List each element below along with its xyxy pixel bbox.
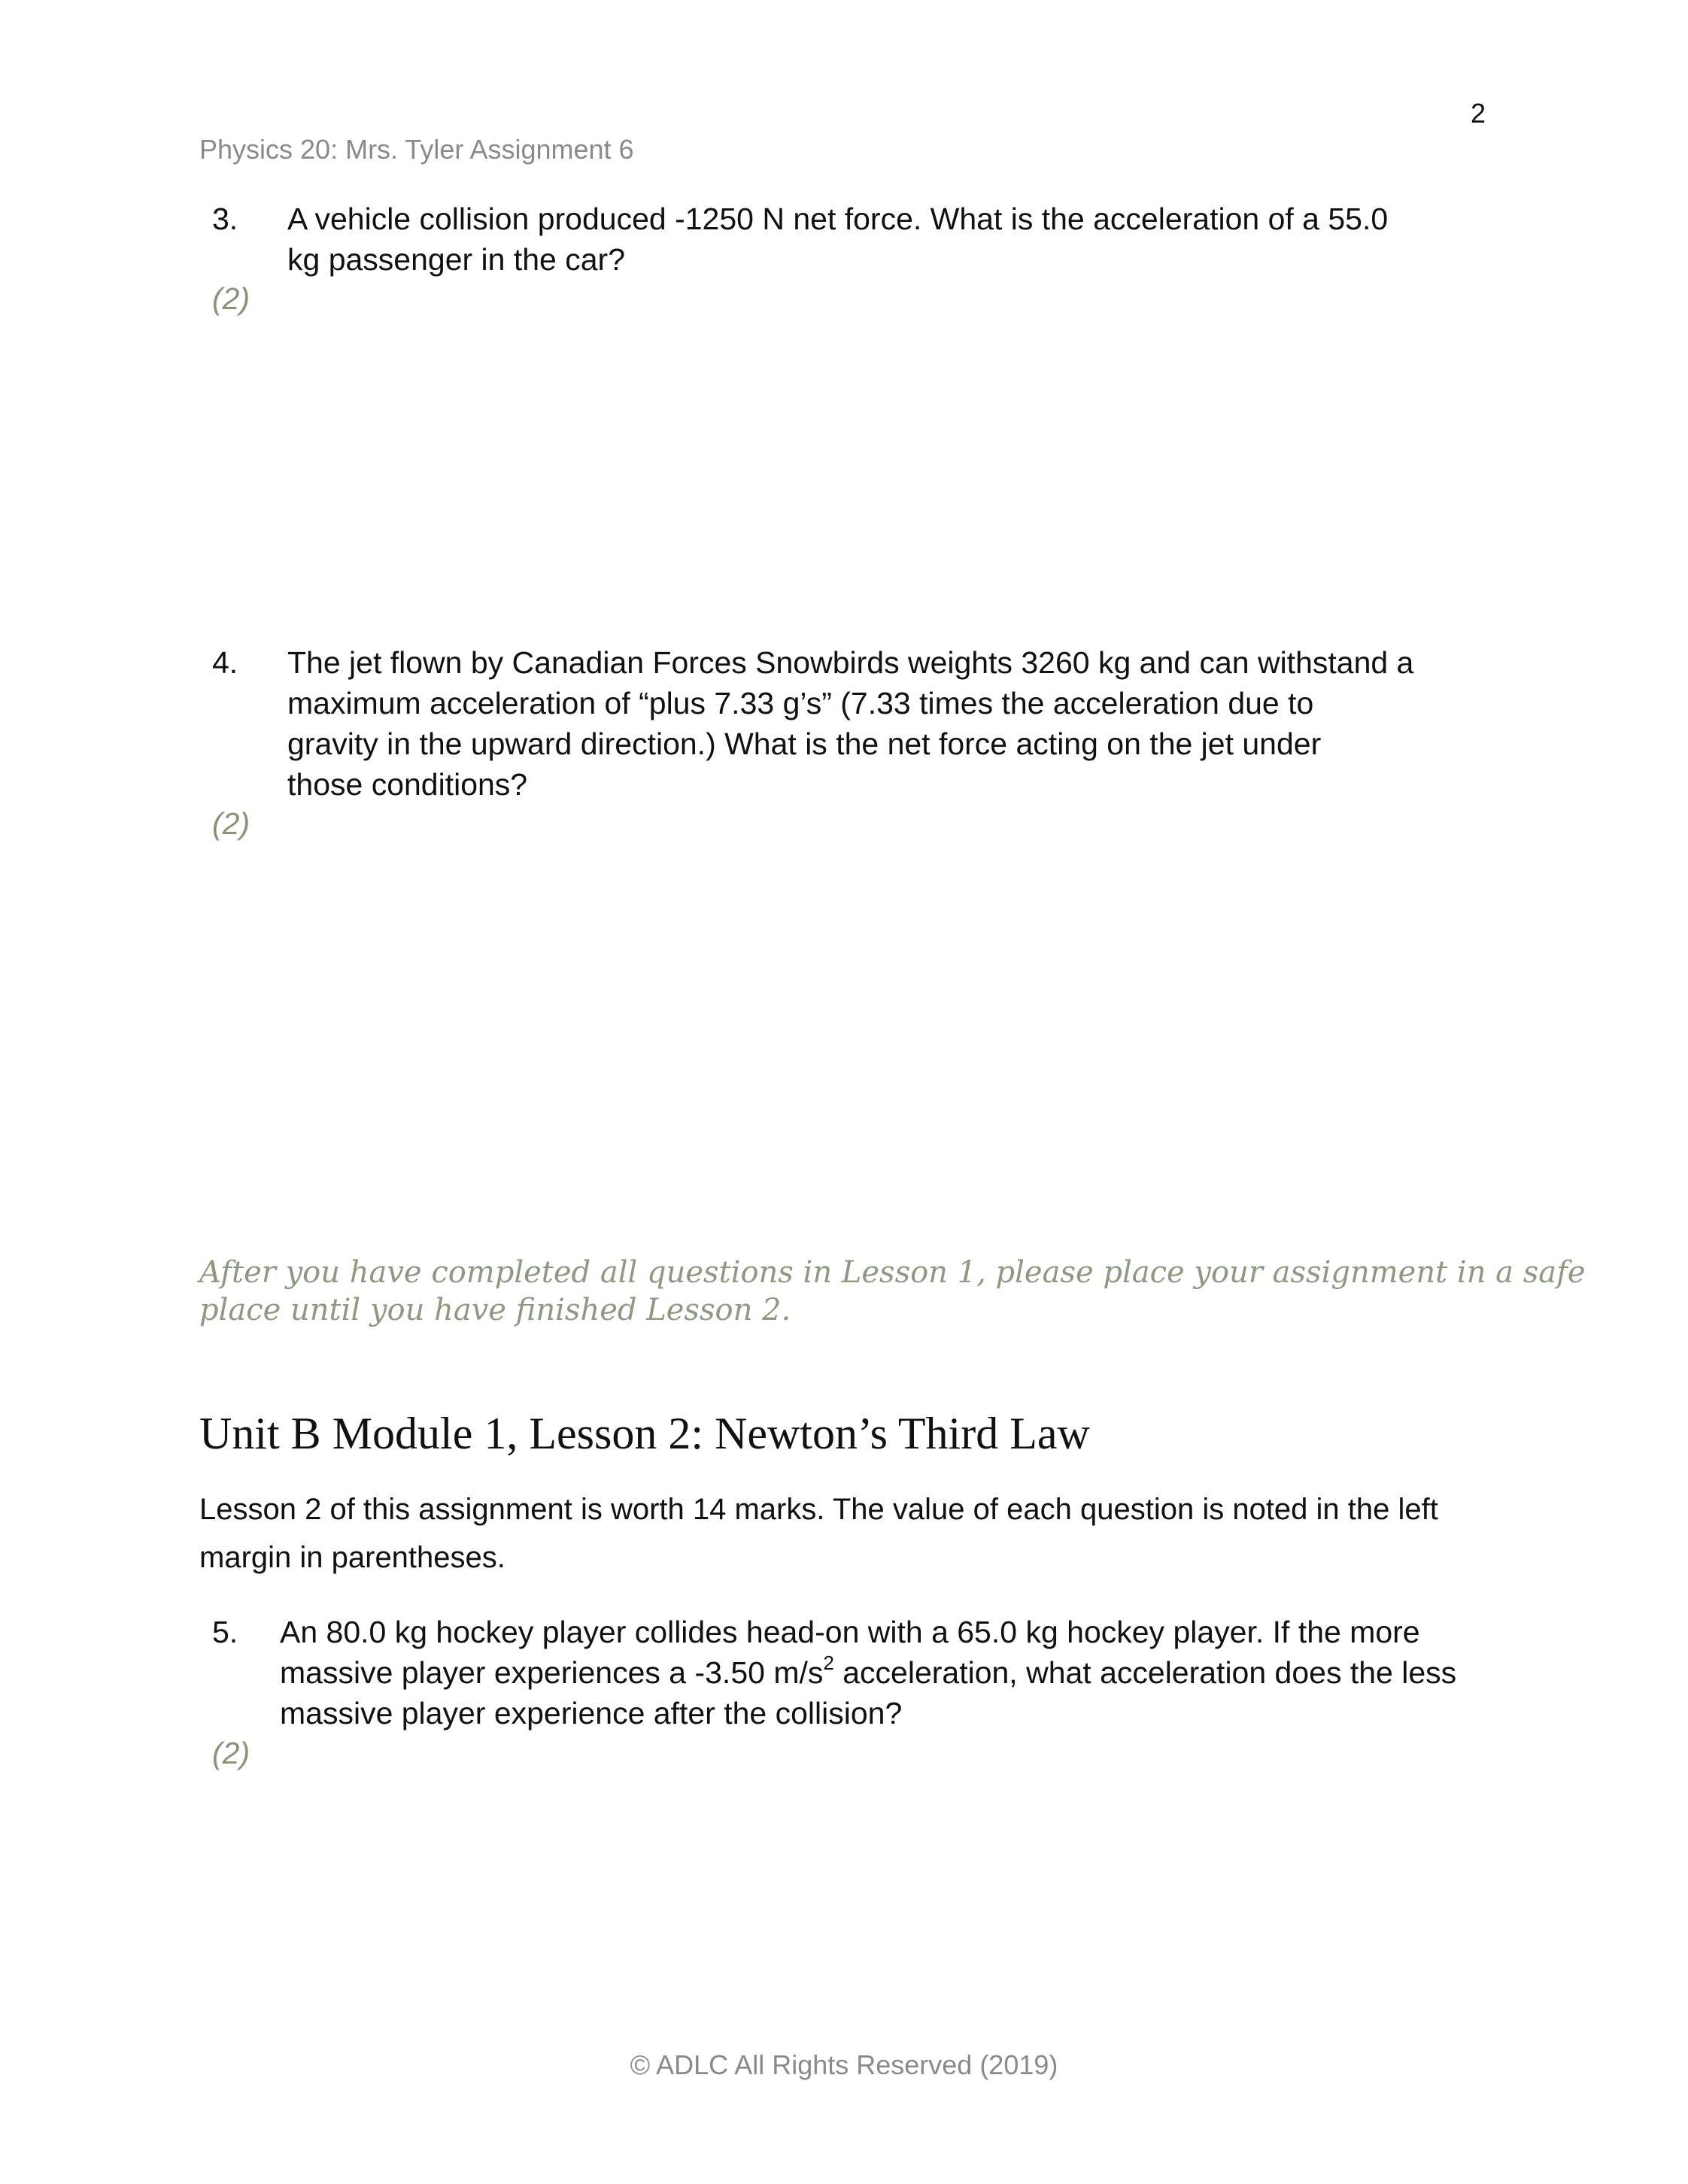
section-title: Unit B Module 1, Lesson 2: Newton’s Third Law: [199, 1409, 1090, 1458]
note-line-1: After you have completed all questions in Lesson 1, please place your assignment in a safe: [199, 1255, 1586, 1290]
question-5-number: 5.: [212, 1615, 238, 1649]
question-4-marks: (2): [212, 806, 250, 841]
intro-line-2: margin in parentheses.: [199, 1541, 505, 1574]
section-intro: [199, 1485, 1438, 1582]
question-5-line-2: [280, 1652, 1456, 1693]
lesson-1-completion-note: [199, 1254, 1586, 1329]
squared-superscript: 2: [823, 1652, 834, 1674]
question-5-marks: (2): [212, 1736, 250, 1770]
question-5-text: [280, 1612, 1456, 1734]
question-4-line-3: gravity in the upward direction.) What is the net force acting on the jet under: [287, 726, 1322, 761]
question-4-number: 4.: [212, 645, 238, 680]
question-5-line-1: An 80.0 kg hockey player collides head-on with a 65.0 kg hockey player. If the more: [280, 1615, 1420, 1649]
question-5-line-3: massive player experience after the collision?: [280, 1696, 903, 1731]
question-3-number: 3.: [212, 202, 238, 236]
copyright-footer: © ADLC All Rights Reserved (2019): [630, 2049, 1058, 2080]
question-4-text: [287, 642, 1413, 805]
running-header: Physics 20: Mrs. Tyler Assignment 6: [199, 134, 634, 165]
question-5-line-2-end: acceleration, what acceleration does the less: [833, 1655, 1457, 1690]
page-number: 2: [1471, 98, 1486, 129]
intro-line-1: Lesson 2 of this assignment is worth 14 marks. The value of each question is noted in the left: [199, 1493, 1438, 1526]
question-5-line-2-start: massive player experiences a -3.50 m/s: [280, 1655, 824, 1690]
question-3-marks: (2): [212, 281, 250, 316]
question-4-line-2: maximum acceleration of “plus 7.33 g’s” (7.33 times the acceleration due to: [287, 686, 1314, 720]
note-line-2: place until you have finished Lesson 2.: [199, 1293, 791, 1327]
question-4-line-1: The jet flown by Canadian Forces Snowbirds weights 3260 kg and can withstand a: [287, 645, 1414, 680]
question-3-text: [287, 199, 1388, 280]
question-3-line-2: kg passenger in the car?: [287, 242, 625, 277]
question-3-line-1: A vehicle collision produced -1250 N net force. What is the acceleration of a 55.0: [287, 202, 1389, 236]
question-4-line-4: those conditions?: [287, 767, 528, 802]
